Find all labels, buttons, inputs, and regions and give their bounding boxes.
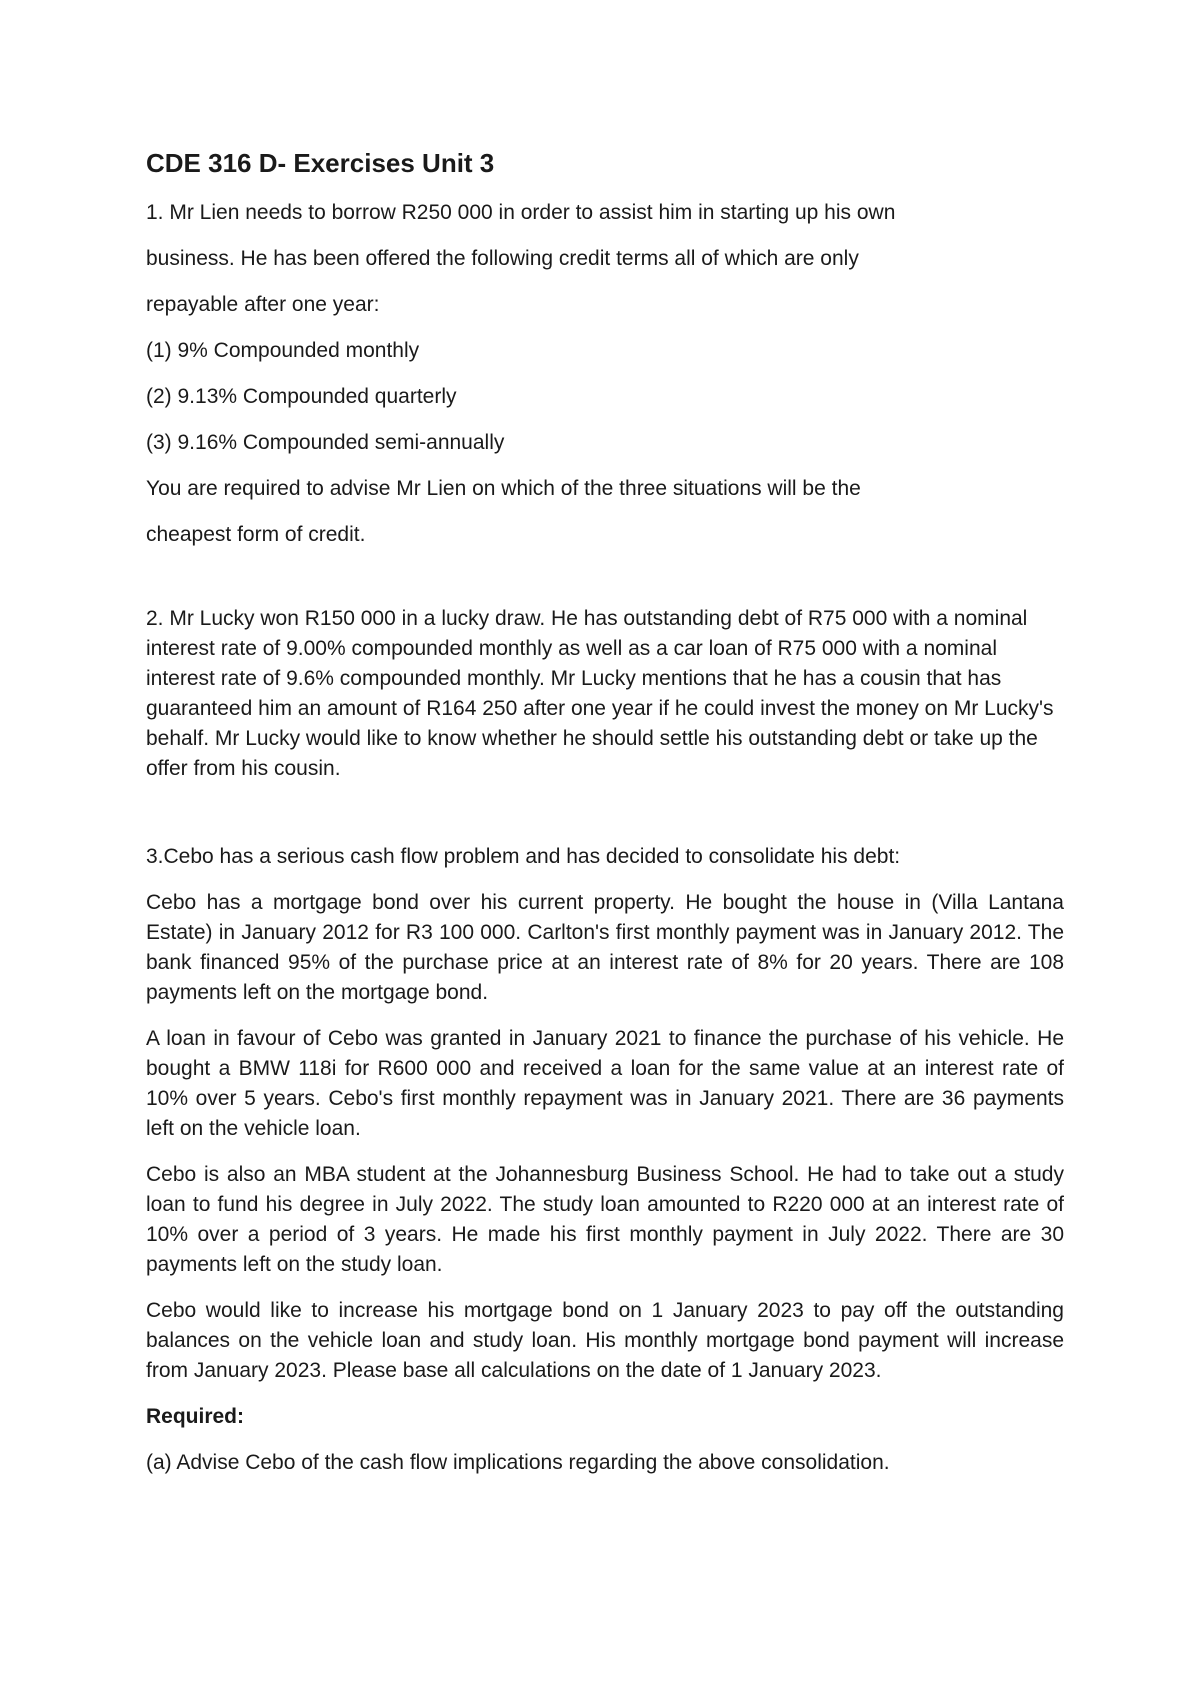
q1-option-3: (3) 9.16% Compounded semi-annually <box>146 431 505 454</box>
q1-requirement-line-1: You are required to advise Mr Lien on which of the three situations will be the <box>146 477 861 500</box>
q1-line-3: repayable after one year: <box>146 293 380 316</box>
q2-text: 2. Mr Lucky won R150 000 in a lucky draw. He has outstanding debt of R75 000 with a nominal interest rate of 9.00% compounded monthly as well as a car loan of R75 000 with a nominal interest rate of 9.6% compounded monthly. Mr Lucky mentions that he has a cousin that has guaranteed him an amount of R164 250 after one year if he could invest the money on Mr Lucky's behalf. Mr Lucky would like to know whether he should settle his outstanding debt or take up the offer from his cousin. <box>146 607 1054 780</box>
q1-line-1: 1. Mr Lien needs to borrow R250 000 in order to assist him in starting up his own <box>146 201 896 224</box>
q3-paragraph-consolidation: Cebo would like to increase his mortgage bond on 1 January 2023 to pay off the outstanding balances on the vehicle loan and study loan. His monthly mortgage bond payment will increase from January 2023. Please base all calculations on the date of 1 January 2023. <box>146 1299 1064 1382</box>
question-3 <box>146 842 1064 1478</box>
document-page <box>146 146 1064 1478</box>
q3-paragraph-study-loan: Cebo is also an MBA student at the Johannesburg Business School. He had to take out a study loan to fund his degree in July 2022. The study loan amounted to R220 000 at an interest rate of 10% over a period of 3 years. He made his first monthly payment in July 2022. There are 30 payments left on the study loan. <box>146 1163 1064 1276</box>
q1-line-2: business. He has been offered the following credit terms all of which are only <box>146 247 859 270</box>
q3-paragraph-mortgage: Cebo has a mortgage bond over his current property. He bought the house in (Villa Lantana Estate) in January 2012 for R3 100 000. Carlton's first monthly payment was in January 2012. The bank financed 95% of the purchase price at an interest rate of 8% for 20 years. There are 108 payments left on the mortgage bond. <box>146 891 1064 1004</box>
q1-option-1: (1) 9% Compounded monthly <box>146 339 420 362</box>
q3-paragraph-vehicle-loan: A loan in favour of Cebo was granted in January 2021 to finance the purchase of his vehicle. He bought a BMW 118i for R600 000 and received a loan for the same value at an interest rate of 10% over 5 years. Cebo's first monthly repayment was in January 2021. There are 36 payments left on the vehicle loan. <box>146 1027 1064 1140</box>
q1-requirement-line-2: cheapest form of credit. <box>146 523 366 546</box>
question-1 <box>146 190 1064 558</box>
q3-required-a: (a) Advise Cebo of the cash flow implications regarding the above consolidation. <box>146 1451 890 1474</box>
q1-option-2: (2) 9.13% Compounded quarterly <box>146 385 457 408</box>
document-title: CDE 316 D- Exercises Unit 3 <box>146 148 495 178</box>
question-2 <box>146 604 1064 784</box>
q3-required-label: Required: <box>146 1405 245 1428</box>
q3-intro: 3.Cebo has a serious cash flow problem and has decided to consolidate his debt: <box>146 845 901 868</box>
